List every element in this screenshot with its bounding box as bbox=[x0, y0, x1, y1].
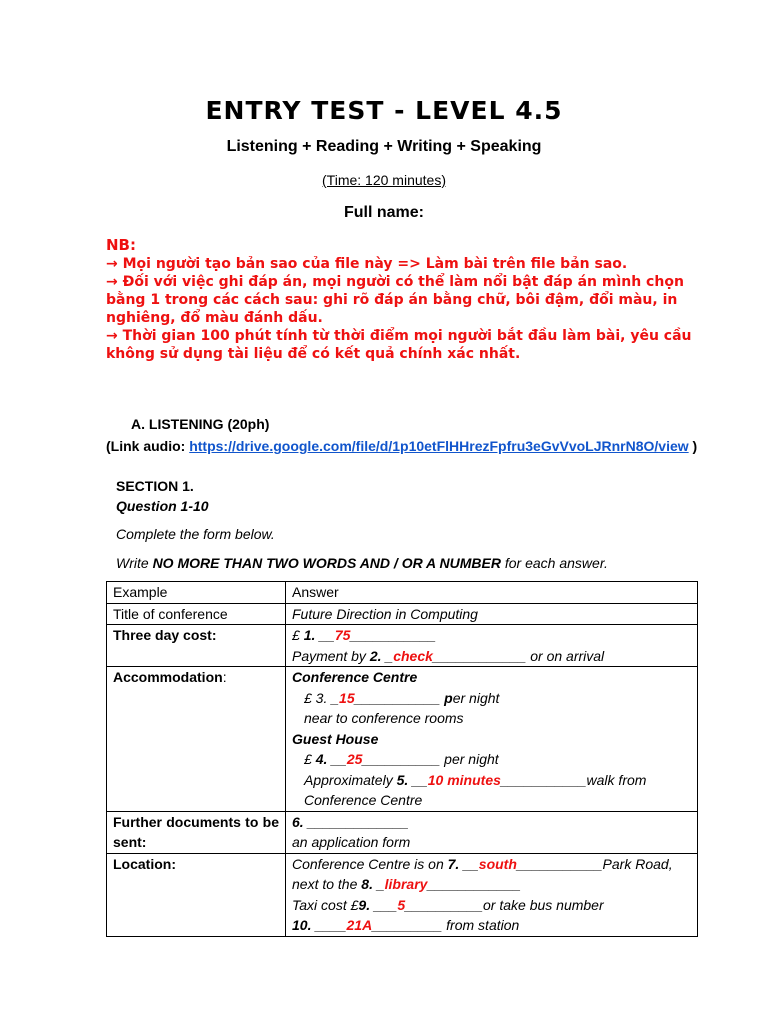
answer: 10 minutes bbox=[427, 771, 501, 788]
text: __________ per night bbox=[362, 751, 499, 767]
text: er night bbox=[452, 689, 500, 706]
notes-heading: NB: bbox=[106, 236, 136, 254]
question-number: 2. bbox=[369, 647, 382, 664]
question-number: 5. bbox=[396, 771, 409, 788]
answer-form-table bbox=[106, 581, 698, 937]
blank: __ bbox=[327, 751, 347, 767]
time-limit: (Time: 120 minutes) bbox=[322, 172, 446, 188]
blank: _____________ bbox=[303, 813, 409, 830]
blank: __ bbox=[315, 627, 335, 643]
question-number: 10. bbox=[292, 917, 312, 933]
blank: _ bbox=[381, 647, 394, 664]
row-label: Three day cost: bbox=[107, 625, 286, 667]
page-title: ENTRY TEST - LEVEL 4.5 bbox=[205, 96, 563, 125]
table-row bbox=[107, 811, 698, 853]
label-text: Accommodation bbox=[113, 669, 223, 685]
text: ____________ or on arrival bbox=[432, 647, 605, 664]
table-row bbox=[107, 582, 698, 604]
blank: _ bbox=[372, 876, 385, 892]
full-name-label: Full name: bbox=[343, 204, 424, 221]
text: Conference Centre is on bbox=[292, 855, 448, 872]
row-label bbox=[107, 667, 286, 812]
row-value bbox=[286, 667, 698, 812]
blank: ___ bbox=[370, 896, 398, 913]
text: __________or take bus number bbox=[405, 896, 604, 913]
question-number: 1. bbox=[303, 627, 316, 643]
text: an application form bbox=[292, 834, 411, 850]
row-label: Further documents to be sent: bbox=[107, 811, 286, 853]
text: £ bbox=[292, 627, 304, 643]
table-row bbox=[107, 625, 698, 667]
answer: 21A bbox=[346, 917, 373, 933]
row-label: Location: bbox=[107, 853, 286, 936]
text: ____________ bbox=[427, 876, 521, 892]
instruction-emphasis: NO MORE THAN TWO WORDS AND / OR A NUMBER bbox=[152, 555, 501, 571]
instruction-complete: Complete the form below. bbox=[116, 526, 275, 542]
audio-suffix: ) bbox=[688, 438, 698, 454]
instruction-word-limit bbox=[116, 555, 608, 571]
question-range: Question 1-10 bbox=[116, 498, 209, 514]
blank: __ bbox=[459, 855, 479, 872]
row-value bbox=[286, 853, 698, 936]
question-number: 9. bbox=[358, 896, 371, 913]
answer: 25 bbox=[346, 751, 363, 767]
table-row bbox=[107, 603, 698, 625]
text: ___________walk from bbox=[500, 771, 647, 788]
subheading: Conference Centre bbox=[292, 669, 418, 685]
text: next to the bbox=[292, 876, 362, 892]
table-header-cell: Answer bbox=[286, 582, 698, 604]
text: Payment by bbox=[292, 647, 370, 664]
text: Approximately bbox=[304, 771, 397, 788]
audio-prefix: (Link audio: bbox=[106, 438, 190, 454]
row-value bbox=[286, 811, 698, 853]
row-value bbox=[286, 625, 698, 667]
answer: 75 bbox=[334, 627, 351, 643]
question-number: 8. bbox=[361, 876, 373, 892]
label-colon: : bbox=[222, 669, 227, 685]
audio-line bbox=[106, 436, 706, 457]
table-row bbox=[107, 853, 698, 936]
table-header-cell: Example bbox=[107, 582, 286, 604]
text: Conference Centre bbox=[304, 792, 423, 808]
subheading: Guest House bbox=[292, 730, 379, 747]
note-item: → Thời gian 100 phút tính từ thời điểm mọi người bắt đầu làm bài, yêu cầu không sử dụng tài liệu để có kết quả chính xác nhất. bbox=[106, 328, 692, 362]
text: ___________Park Road, bbox=[516, 855, 673, 872]
blank: ___________ bbox=[350, 627, 437, 643]
blank: ____ bbox=[311, 917, 347, 933]
text: _________ from station bbox=[372, 917, 520, 933]
note-item: → Đối với việc ghi đáp án, mọi người có thể làm nổi bật đáp án mình chọn bằng 1 trong các cách sau: ghi rõ đáp án bằng chữ, bôi đậm, đổi màu, in nghiêng, đổ màu đánh dấu. bbox=[106, 274, 684, 326]
answer: check bbox=[393, 647, 433, 664]
listening-heading: A. LISTENING (20ph) bbox=[131, 416, 270, 432]
question-number: 6. bbox=[292, 813, 304, 830]
text: p bbox=[444, 689, 453, 706]
row-value: Future Direction in Computing bbox=[286, 603, 698, 625]
question-number: 7. bbox=[447, 855, 460, 872]
note-item: → Mọi người tạo bản sao của file này => Làm bài trên file bản sao. bbox=[106, 256, 628, 272]
section-heading: SECTION 1. bbox=[116, 478, 194, 494]
answer: library bbox=[384, 876, 428, 892]
page-subtitle: Listening + Reading + Writing + Speaking bbox=[226, 138, 542, 155]
answer: south bbox=[478, 855, 517, 872]
text: £ 3. _ bbox=[304, 689, 340, 706]
blank: __ bbox=[408, 771, 428, 788]
answer: 5 bbox=[397, 896, 406, 913]
blank: ___________ bbox=[354, 689, 445, 706]
text: Taxi cost £ bbox=[292, 896, 359, 913]
instruction-text: Write bbox=[116, 555, 153, 571]
table-row bbox=[107, 667, 698, 812]
instruction-text: for each answer. bbox=[500, 555, 608, 571]
notes-block bbox=[106, 236, 706, 363]
row-label: Title of conference bbox=[107, 603, 286, 625]
text: near to conference rooms bbox=[304, 710, 464, 726]
audio-link[interactable]: https://drive.google.com/file/d/1p10etFlHHrezFpfru3eGvVvoLJRnrN8O/view bbox=[189, 438, 689, 454]
question-number: 4. bbox=[315, 751, 328, 767]
text: £ bbox=[304, 751, 316, 767]
answer: 15 bbox=[339, 689, 355, 706]
